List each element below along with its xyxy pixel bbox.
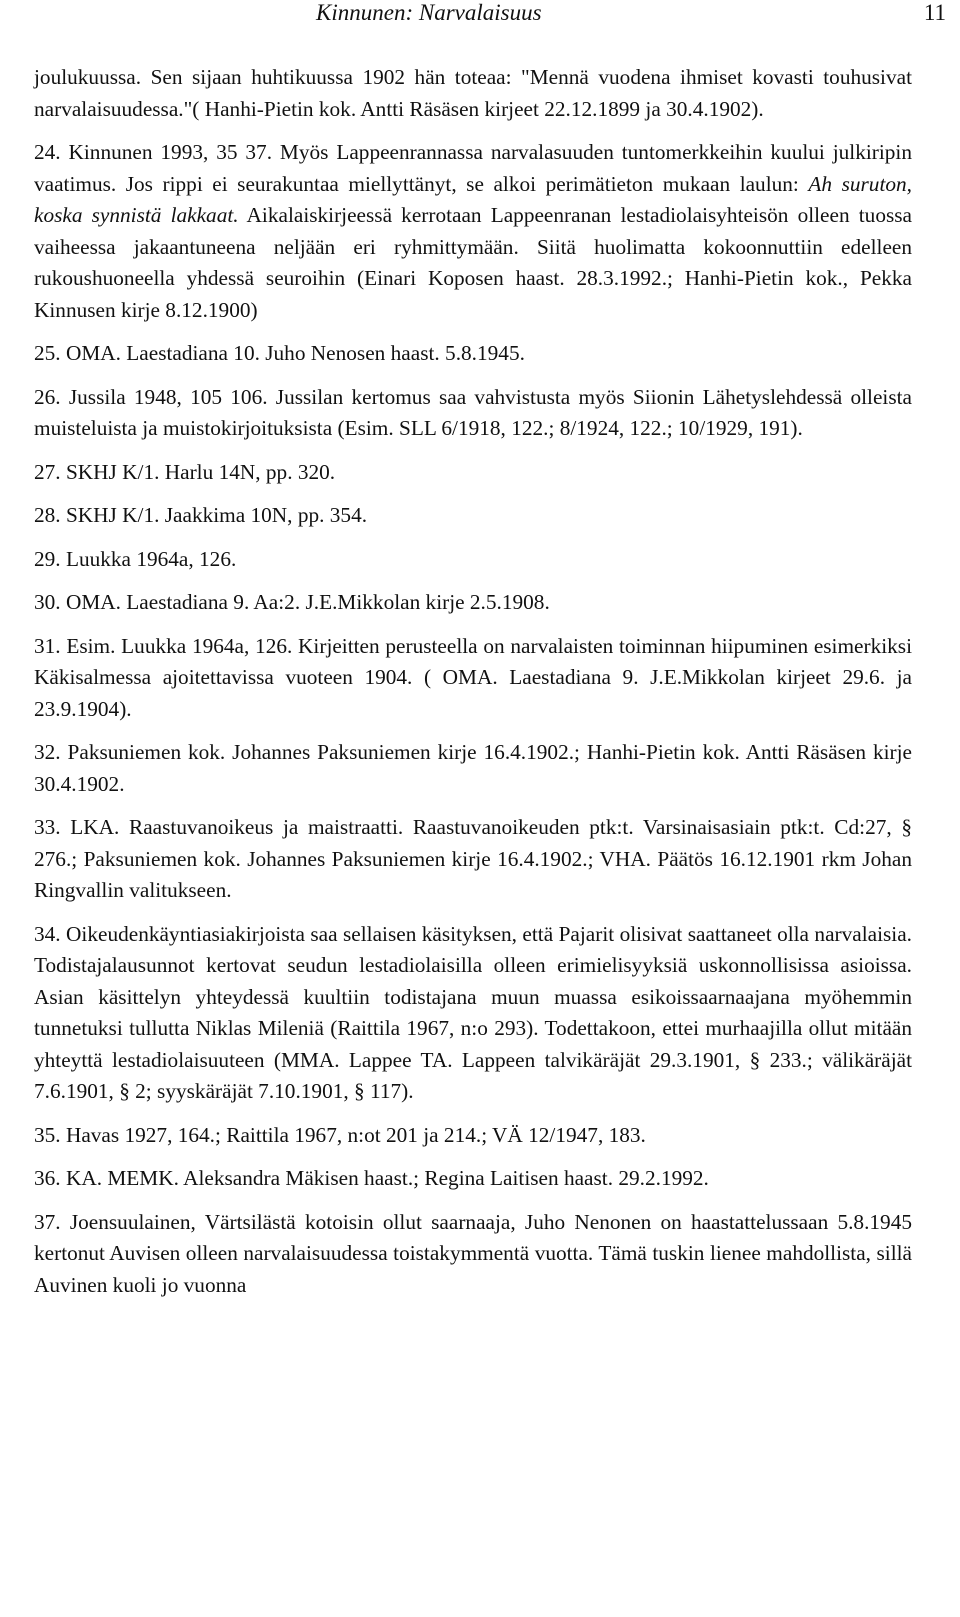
endnote-30: 30. OMA. Laestadiana 9. Aa:2. J.E.Mikkolan kirje 2.5.1908. (34, 590, 550, 614)
running-header (34, 0, 946, 40)
endnote-35: 35. Havas 1927, 164.; Raittila 1967, n:ot 201 ja 214.; VÄ 12/1947, 183. (34, 1122, 646, 1147)
endnote-24-text-b: Aikalaiskirjeessä kerrotaan Lappeenranan lestadiolaisyhteisön olleen tuossa vaiheessa jakaantuneena neljään eri ryhmittymään. Siitä huolimatta kokoonnuttiin edelleen rukoushuoneella yhdessä seuroihin (Einari Koposen haast. 28.3.1992.; Hanhi-Pietin kok., Pekka Kinnusen kirje 8.12.1900) (34, 203, 912, 322)
endnote-27: 27. SKHJ K/1. Harlu 14N, pp. 320. (34, 459, 336, 484)
endnote-28: 28. SKHJ K/1. Jaakkima 10N, pp. 354. (34, 503, 368, 527)
document-page (34, 0, 946, 1313)
endnotes (34, 62, 912, 1301)
endnote-32: 32. Paksuniemen kok. Johannes Paksuniemen kirje 16.4.1902.; Hanhi-Pietin kok. Antti Räsäsen kirje 30.4.1902. (34, 740, 912, 796)
endnote-29: 29. Luukka 1964a, 126. (34, 546, 237, 571)
endnote-33: 33. LKA. Raastuvanoikeus ja maistraatti. Raastuvanoikeuden ptk:t. Varsinaisasiain ptk:t. Cd:27, § 276.; Paksuniemen kok. Johannes Paksuniemen kirje 16.4.1902.; VHA. Päätös 16.12.1901 rkm Johan Ringvallin valitukseen. (34, 815, 912, 902)
page-number: 11 (923, 0, 946, 25)
endnote-24-italic-quote: Ah suruton, koska synnistä lakkaat. (34, 171, 912, 227)
endnote-26: 26. Jussila 1948, 105 106. Jussilan kertomus saa vahvistusta myös Siionin Lähetyslehdessä olleista muisteluista ja muistokirjoituksista (Esim. SLL 6/1918, 122.; 8/1924, 122.; 10/1929, 191). (34, 384, 912, 440)
endnote-24 (34, 137, 912, 326)
endnote-31: 31. Esim. Luukka 1964a, 126. Kirjeitten perusteella on narvalaisten toiminnan hiipuminen esimerkiksi Käkisalmessa ajoitettavissa vuoteen 1904. ( OMA. Laestadiana 9. J.E.Mikkolan kirjeet 29.6. ja 23.9.1904). (34, 633, 912, 721)
endnote-continuation: joulukuussa. Sen sijaan huhtikuussa 1902 hän toteaa: "Mennä vuodena ihmiset kovasti touhusivat narvalaisuudessa."( Hanhi-Pietin kok. Antti Räsäsen kirjeet 22.12.1899 ja 30.4.1902). (34, 65, 912, 121)
endnote-24-text-a: 24. Kinnunen 1993, 35 37. Myös Lappeenrannassa narvalasuuden tuntomerkkeihin kuului julkiripin vaatimus. Jos rippi ei seurakuntaa miellyttänyt, se alkoi perimätieton mukaan laulun: (34, 140, 912, 196)
running-title: Kinnunen: Narvalaisuus (316, 0, 542, 25)
endnote-25: 25. OMA. Laestadiana 10. Juho Nenosen haast. 5.8.1945. (34, 341, 525, 365)
endnote-36: 36. KA. MEMK. Aleksandra Mäkisen haast.; Regina Laitisen haast. 29.2.1992. (34, 1166, 709, 1190)
endnote-37: 37. Joensuulainen, Värtsilästä kotoisin ollut saarnaaja, Juho Nenonen on haastattelussaan 5.8.1945 kertonut Auvisen olleen narvalaisuudessa toistakymmentä vuotta. Tämä tuskin lienee mahdollista, sillä Auvinen kuoli jo vuonna (34, 1209, 912, 1297)
endnote-34: 34. Oikeudenkäyntiasiakirjoista saa sellaisen käsityksen, että Pajarit olisivat saattaneet olla narvalaisia. Todistajalausunnot kertovat seudun lestadiolaisilla olleen erimielisyyksiä uskonnollisissa asioissa. Asian käsittelyn yhteydessä kuultiin todistajana muun muassa esikoissaarnaajana myöhemmin tunnetuksi tullutta Niklas Mileniä (Raittila 1967, n:o 293). Todettakoon, ettei murhaajilla ollut mitään yhteyttä lestadiolaisuuteen (MMA. Lappee TA. Lappeen talvikäräjät 29.3.1901, § 233.; välikäräjät 7.6.1901, § 2; syyskäräjät 7.10.1901, § 117). (34, 921, 912, 1103)
